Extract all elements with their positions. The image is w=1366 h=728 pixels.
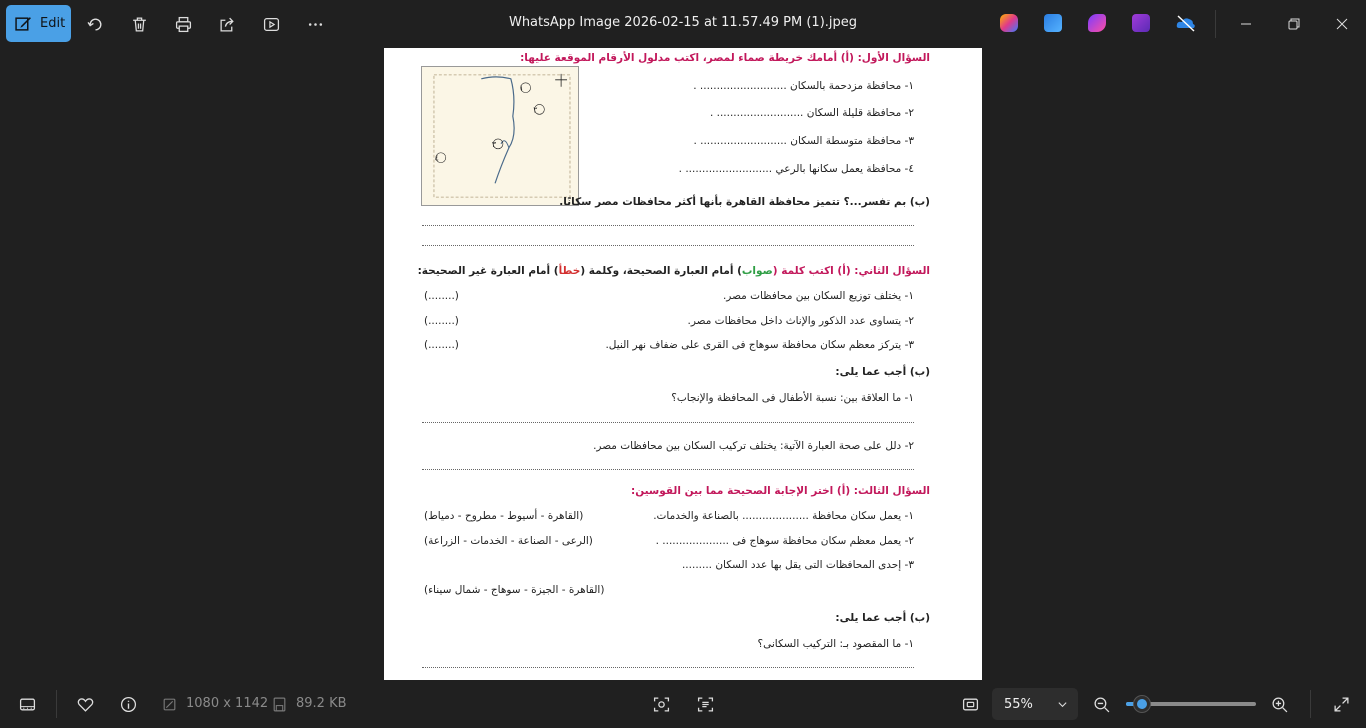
q2b-heading: (ب) أجب عما يلى: (835, 366, 930, 378)
q1-item-1: ١- محافظة مزدحمة بالسكان .......................... . (693, 80, 914, 92)
map-label-4: ٤ (434, 153, 439, 163)
restore-icon (1288, 18, 1300, 30)
text-extract-button[interactable] (694, 694, 716, 714)
q1-item-3: ٣- محافظة متوسطة السكان .......................... . (693, 135, 914, 147)
onedrive-icon[interactable] (1176, 14, 1196, 32)
answer-line (422, 225, 914, 226)
fit-to-window-button[interactable] (959, 694, 981, 714)
q3b-item-1: ١- ما المقصود بـ: التركيب السكانى؟ (757, 638, 914, 650)
separator (1215, 10, 1216, 38)
q1-item-2: ٢- محافظة قليلة السكان .......................... . (709, 107, 914, 119)
zoom-level-dropdown[interactable] (992, 688, 1078, 720)
zoom-value: 55% (1004, 696, 1033, 712)
q2-item-2: ٢- يتساوى عدد الذكور والإناث داخل محافظات مصر. (687, 315, 914, 327)
q3b-heading: (ب) أجب عما يلى: (835, 612, 930, 624)
q2-bracket-3: (........) (424, 339, 459, 351)
image-canvas[interactable] (384, 48, 982, 680)
q2b-item-2: ٢- دلل على صحة العبارة الآتية: يختلف تركيب السكان بين محافظات مصر. (593, 440, 914, 452)
q3-choices-2: (الرعى - الصناعة - الخدمات - الزراعة) (424, 535, 593, 547)
close-icon (1336, 18, 1348, 30)
edit-label: Edit (40, 16, 66, 31)
separator (56, 690, 57, 718)
q1-item-4: ٤- محافظة يعمل سكانها بالرعي .......................... . (678, 163, 914, 175)
q3-item-2: ٢- يعمل معظم سكان محافظة سوهاج فى .................... . (655, 535, 914, 547)
egypt-map (421, 66, 579, 206)
q1-heading: السؤال الأول: (أ) أمامك خريطة صماء لمصر، اكتب مدلول الأرقام الموقعة عليها: (520, 52, 930, 64)
separator (1310, 690, 1311, 718)
zoom-slider-thumb[interactable] (1134, 696, 1150, 712)
q3-heading: السؤال الثالث: (أ) اختر الإجابة الصحيحة مما بين القوسين: (631, 485, 930, 497)
status-bar (0, 680, 1366, 728)
favorite-button[interactable] (74, 694, 96, 714)
video-editor-icon[interactable] (1132, 14, 1150, 32)
window-title: WhatsApp Image 2026-02-15 at 11.57.49 PM (1).jpeg (508, 15, 858, 30)
map-label-3: ٣ (491, 139, 497, 149)
q2-item-1: ١- يختلف توزيع السكان بين محافظات مصر. (722, 290, 914, 302)
q3-choices-3: (القاهرة - الجيزة - سوهاج - شمال سيناء) (424, 584, 605, 596)
info-icon (120, 696, 137, 713)
heart-icon (77, 696, 94, 713)
q3-item-3: ٣- إحدى المحافظات التى يقل بها عدد السكان ......... (681, 559, 914, 571)
clipchamp-icon[interactable] (1088, 14, 1106, 32)
q1b-question: (ب) بم تفسر...؟ تتميز محافظة القاهرة بأنها أكثر محافظات مصر سكانًا. (559, 196, 930, 208)
q2-item-3: ٣- يتركز معظم سكان محافظة سوهاج فى القرى على ضفاف نهر النيل. (605, 339, 914, 351)
map-label-2: ٢ (533, 105, 538, 115)
dimensions-icon (158, 694, 180, 714)
q2-bracket-2: (........) (424, 315, 459, 327)
text-scan-icon (697, 696, 714, 713)
file-size: 89.2 KB (296, 696, 347, 711)
filmstrip-button[interactable] (16, 694, 38, 714)
title-bar (0, 0, 1366, 48)
q2b-item-1: ١- ما العلاقة بين: نسبة الأطفال فى المحافظة والإنجاب؟ (671, 392, 914, 404)
minimize-icon (1240, 18, 1252, 30)
filmstrip-icon (19, 696, 36, 713)
fullscreen-button[interactable] (1330, 694, 1352, 714)
copilot-icon[interactable] (1000, 14, 1018, 32)
zoom-in-icon (1271, 696, 1288, 713)
q2-bracket-1: (........) (424, 290, 459, 302)
filesize-icon (268, 694, 290, 714)
file-info-button[interactable] (117, 694, 139, 714)
answer-line (422, 422, 914, 423)
zoom-out-icon (1093, 696, 1110, 713)
zoom-slider[interactable] (1126, 702, 1256, 706)
fit-window-icon (962, 696, 979, 713)
answer-line (422, 469, 914, 470)
scan-icon (653, 696, 670, 713)
answer-line (422, 667, 914, 668)
answer-line (422, 245, 914, 246)
q3-choices-1: (القاهرة - أسيوط - مطروح - دمياط) (424, 510, 584, 522)
map-label-1: ١ (519, 83, 524, 93)
restore-button[interactable] (1282, 12, 1306, 36)
expand-icon (1333, 696, 1350, 713)
chevron-down-icon (1057, 699, 1068, 710)
zoom-in-button[interactable] (1268, 694, 1290, 714)
zoom-out-button[interactable] (1090, 694, 1112, 714)
close-button[interactable] (1330, 12, 1354, 36)
q2-heading: السؤال الثاني: (أ) اكتب كلمة (صواب) أمام العبارة الصحيحة، وكلمة (خطأ) أمام العبارة غير الصحيحة: (417, 265, 930, 277)
designer-icon[interactable] (1044, 14, 1062, 32)
minimize-button[interactable] (1234, 12, 1258, 36)
visual-search-button[interactable] (650, 694, 672, 714)
image-dimensions: 1080 x 1142 (186, 696, 269, 711)
q3-item-1: ١- يعمل سكان محافظة .................... بالصناعة والخدمات. (653, 510, 914, 522)
